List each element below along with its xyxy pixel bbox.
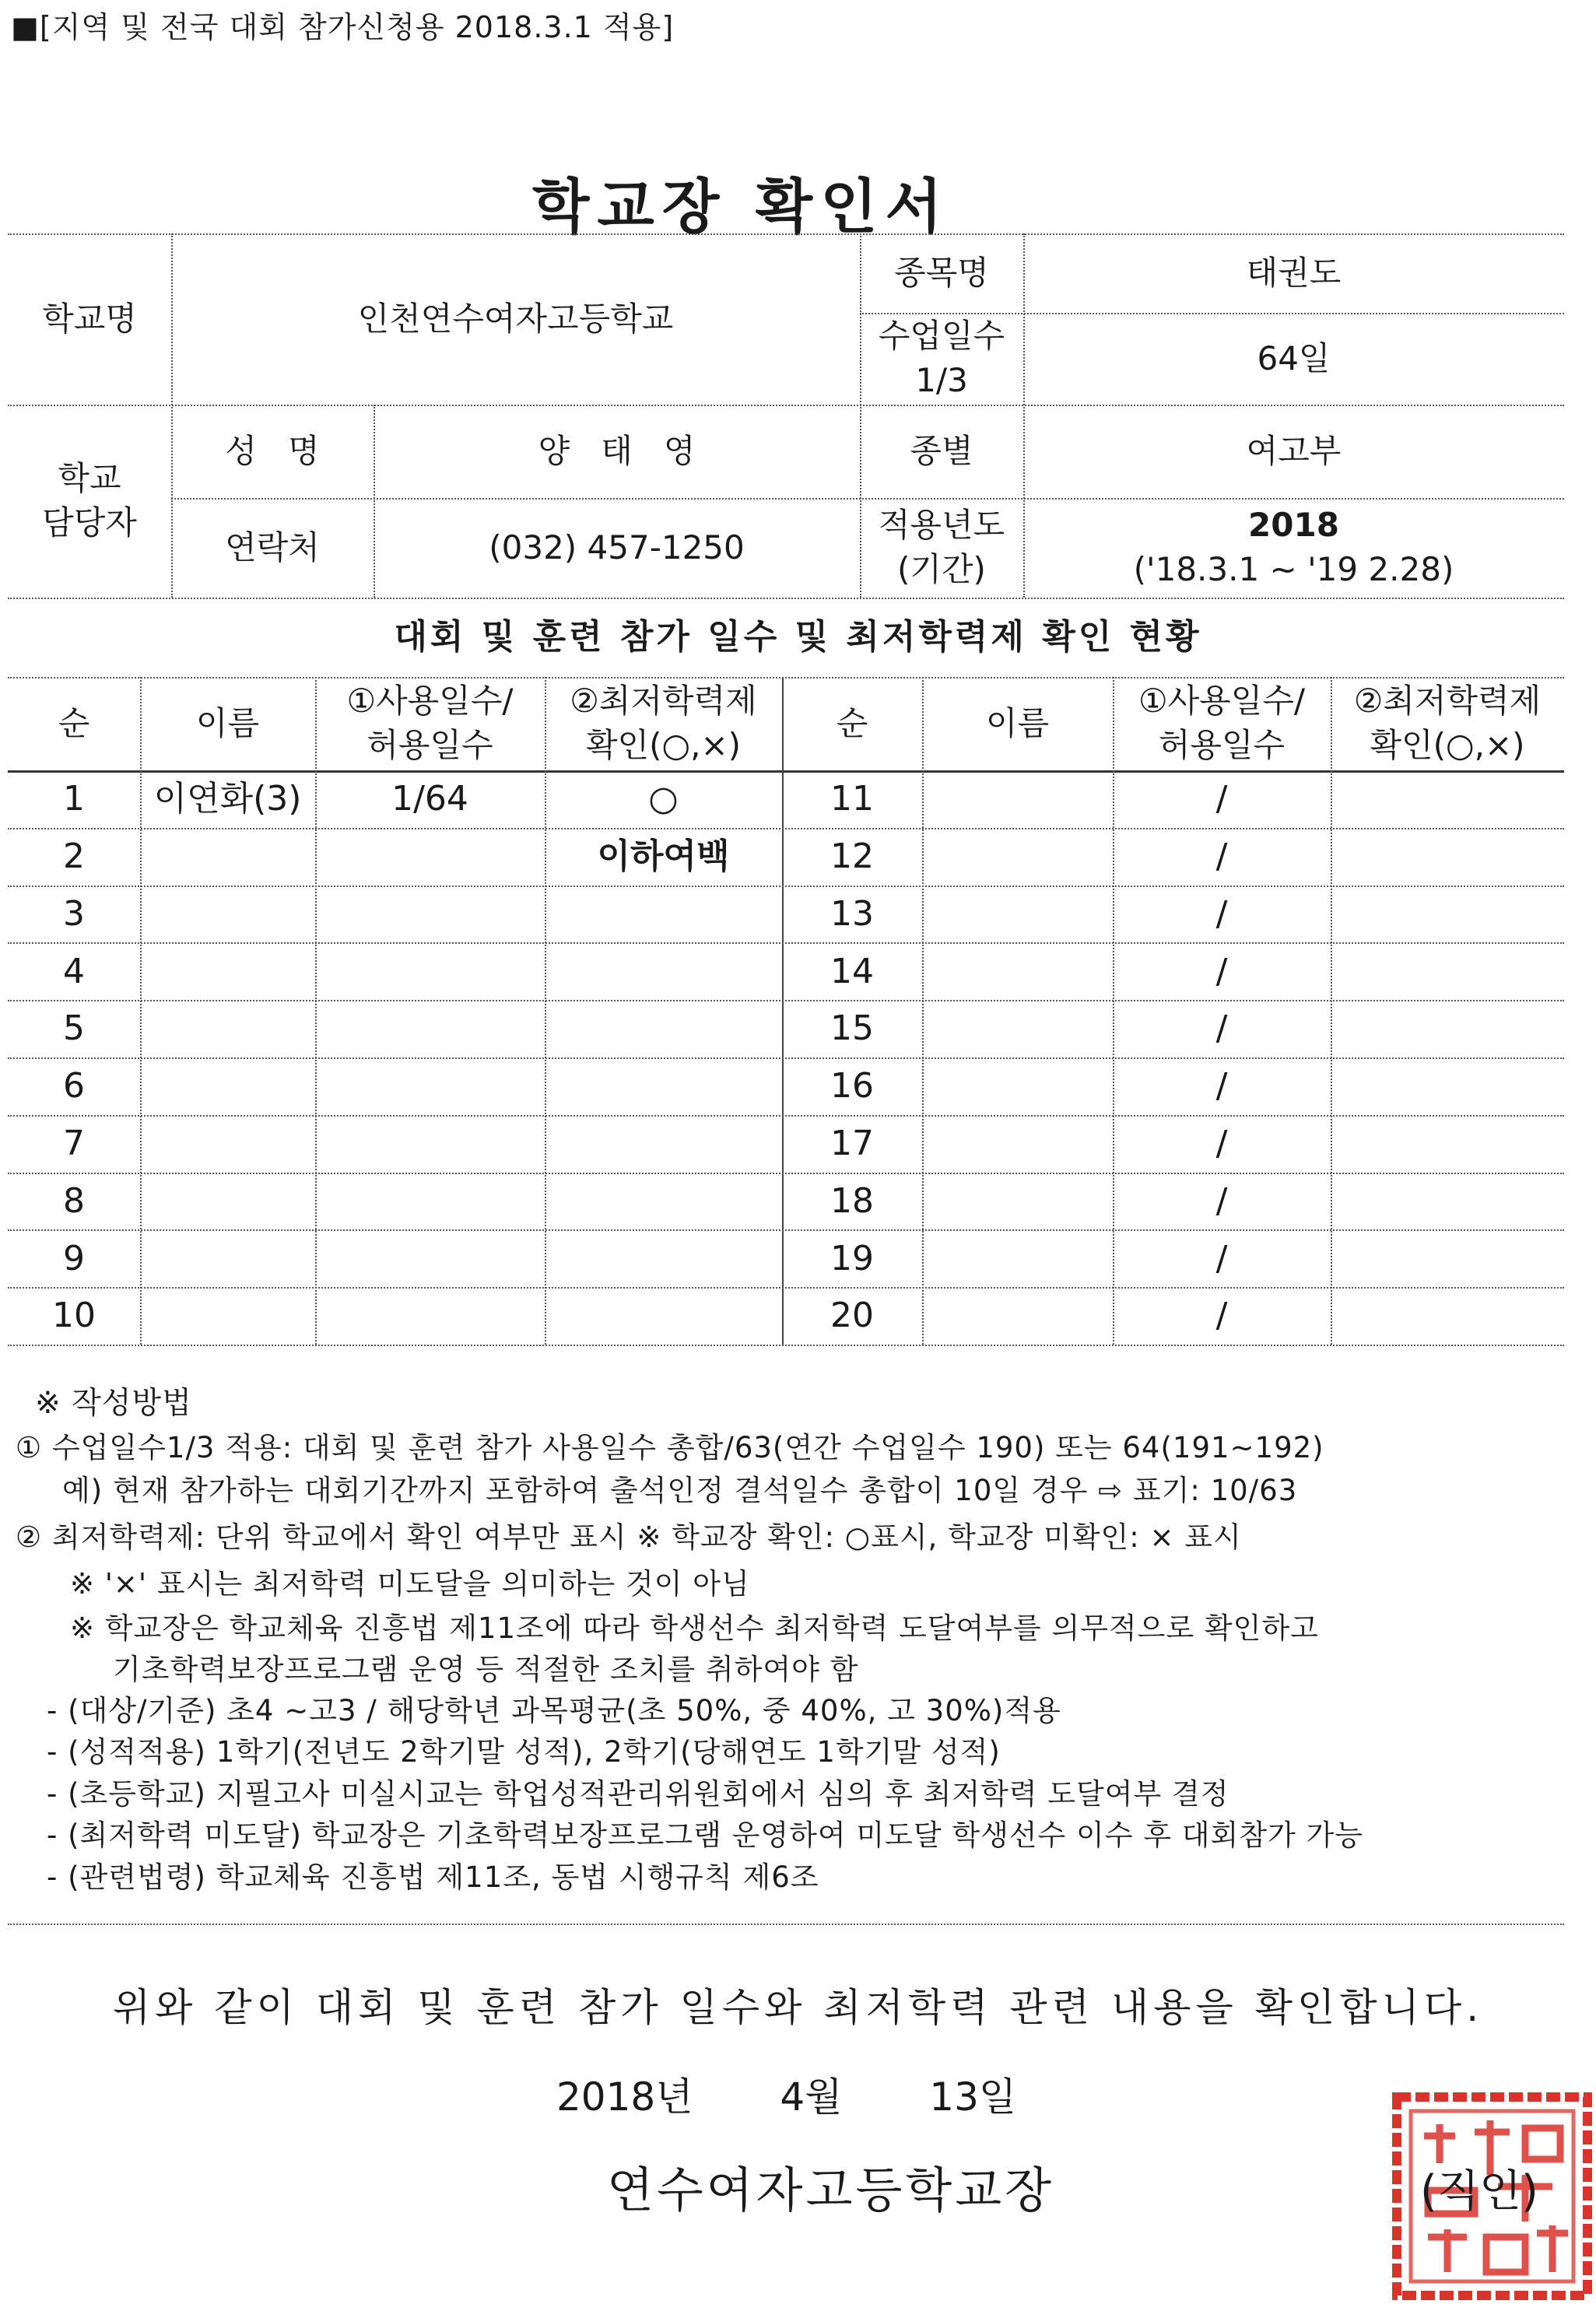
cell-check2 (1331, 942, 1564, 1000)
instruction-line: - (성적적용) 1학기(전년도 2학기말 성적), 2학기(당해연도 1학기말 성적) (47, 1735, 1001, 1769)
cell-name2 (922, 828, 1113, 885)
issue-day: 13일 (929, 2074, 1017, 2120)
cell-check (545, 885, 782, 943)
cell-check (545, 1000, 782, 1057)
cell-check (545, 942, 782, 1000)
contact-label: 연락처 (225, 528, 320, 566)
header-used-days-line1: ①사용일수/ (346, 682, 514, 721)
cell-name: 이연화(3) (153, 779, 302, 819)
cell-used (315, 942, 545, 1000)
cell-used2: / (1215, 1124, 1228, 1163)
instruction-line: ② 최저학력제: 단위 학교에서 확인 여부만 표시 ※ 학교장 확인: ○표시, 학교장 미확인: × 표시 (16, 1520, 1242, 1554)
cell-name2 (922, 942, 1113, 1000)
header-min-academic-2-line1: ②최저학력제 (1353, 682, 1542, 721)
cell-no: 4 (63, 951, 85, 991)
manager-label-line1: 학교 (58, 459, 121, 498)
cell-name2 (922, 1115, 1113, 1173)
event-label: 종목명 (894, 253, 989, 292)
instruction-line: ※ 학교장은 학교체육 진흥법 제11조에 따라 학생선수 최저학력 도달여부를 의무적으로 확인하고 (70, 1611, 1319, 1645)
cell-name (140, 885, 315, 943)
cell-check2 (1331, 1000, 1564, 1057)
cell-name2 (922, 770, 1113, 828)
cell-no2: 20 (830, 1296, 874, 1336)
cell-check2 (1331, 885, 1564, 943)
cell-used2: / (1215, 1238, 1228, 1278)
cell-used2: / (1215, 1180, 1228, 1221)
cell-check2 (1331, 1287, 1564, 1345)
cell-name (140, 828, 315, 885)
contact-value: (032) 457-1250 (489, 528, 745, 566)
cell-no: 1 (63, 779, 85, 819)
cell-no2: 11 (830, 779, 874, 819)
instruction-line: - (초등학교) 지필고사 미실시교는 학업성적관리위원회에서 심의 후 최저학력 도달여부 결정 (47, 1777, 1229, 1811)
cell-name (140, 1229, 315, 1287)
cell-no: 2 (63, 836, 85, 876)
declaration: 위와 같이 대회 및 훈련 참가 일수와 최저학력 관련 내용을 확인합니다. (112, 1985, 1484, 2030)
cell-used2: / (1215, 1066, 1228, 1106)
issue-year: 2018년 (556, 2074, 693, 2120)
cell-no2: 19 (830, 1238, 874, 1278)
header-min-academic-line1: ②최저학력제 (570, 682, 757, 721)
cell-check (545, 1287, 782, 1345)
cell-no2: 15 (830, 1008, 874, 1049)
header-name: 이름 (195, 703, 260, 742)
instruction-line: 예) 현재 참가하는 대회기간까지 포함하여 출석인정 결석일수 총합이 10일 경우 ⇨ 표기: 10/63 (62, 1474, 1298, 1507)
cell-used (315, 1229, 545, 1287)
school-name-value: 인천연수여자고등학교 (357, 299, 674, 338)
cell-name (140, 942, 315, 1000)
cell-check: 이하여백 (597, 836, 730, 876)
cell-used (315, 1173, 545, 1230)
instruction-line: - (대상/기준) 초4 ~고3 / 해당학년 과목평균(초 50%, 중 40%, 고 30%)적용 (47, 1694, 1061, 1727)
cell-name2 (922, 1057, 1113, 1115)
apply-year-label-line2: (기간) (897, 550, 986, 588)
division-value: 여고부 (1246, 431, 1342, 470)
cell-name (140, 1287, 315, 1345)
apply-year-label (860, 498, 1023, 598)
cell-used2: / (1215, 951, 1228, 991)
cell-name2 (922, 885, 1113, 943)
cell-check2 (1331, 1115, 1564, 1173)
header-min-academic-2 (1331, 677, 1564, 770)
cell-check2 (1331, 828, 1564, 885)
event-value: 태권도 (1246, 253, 1342, 292)
school-days-label (860, 313, 1023, 405)
cell-name2 (922, 1229, 1113, 1287)
cell-no: 10 (52, 1296, 96, 1336)
instructions-heading: ※ 작성방법 (35, 1386, 192, 1421)
form-version-note: ■[지역 및 전국 대회 참가신청용 2018.3.1 적용] (11, 10, 675, 44)
cell-check (545, 1173, 782, 1230)
cell-check2 (1331, 1173, 1564, 1230)
cell-used2: / (1215, 779, 1228, 819)
cell-no2: 18 (830, 1180, 874, 1221)
cell-check (545, 1057, 782, 1115)
cell-no2: 14 (830, 951, 874, 991)
status-subtitle: 대회 및 훈련 참가 일수 및 최저학력제 확인 현황 (394, 617, 1202, 657)
issue-month: 4월 (780, 2074, 843, 2120)
principal-name: 연수여자고등학교장 (607, 2162, 1055, 2218)
cell-no: 7 (63, 1124, 85, 1163)
cell-no2: 16 (830, 1066, 874, 1106)
instruction-line: - (최저학력 미도달) 학교장은 기초학력보장프로그램 운영하여 미도달 학생선수 이수 후 대회참가 가능 (47, 1818, 1364, 1852)
apply-year: 2018 (1248, 506, 1339, 545)
cell-no2: 17 (830, 1124, 874, 1163)
apply-year-label-line1: 적용년도 (878, 506, 1005, 545)
instruction-line: ※ '×' 표시는 최저학력 미도달을 의미하는 것이 아님 (70, 1567, 750, 1601)
header-no-2: 순 (836, 703, 868, 742)
manager-name-value: 양 태 영 (538, 431, 696, 470)
document-title: 학교장 확인서 (532, 172, 950, 241)
cell-check2 (1331, 770, 1564, 828)
header-name-2: 이름 (985, 703, 1050, 742)
cell-used2: / (1215, 1008, 1228, 1049)
seal-mark: (직인) (1420, 2166, 1538, 2217)
cell-name (140, 1057, 315, 1115)
cell-check (545, 1115, 782, 1173)
manager-label-line2: 담당자 (42, 503, 137, 542)
manager-name-label: 성 명 (225, 431, 320, 470)
cell-name2 (922, 1287, 1113, 1345)
cell-used (315, 885, 545, 943)
cell-name (140, 1000, 315, 1057)
cell-no: 6 (63, 1066, 85, 1106)
header-used-days-2-line1: ①사용일수/ (1138, 682, 1306, 721)
header-used-days-2-line2: 허용일수 (1158, 726, 1286, 764)
header-used-days-line2: 허용일수 (367, 726, 493, 764)
school-days-value: 64일 (1257, 338, 1331, 377)
cell-used (315, 1000, 545, 1057)
cell-used2: / (1215, 836, 1228, 876)
cell-name (140, 1115, 315, 1173)
cell-check2 (1331, 1057, 1564, 1115)
cell-used (315, 828, 545, 885)
cell-used2: / (1215, 893, 1228, 934)
apply-period: ('18.3.1 ~ '19 2.28) (1133, 550, 1454, 588)
header-used-days-2 (1113, 677, 1331, 770)
cell-used (315, 1057, 545, 1115)
cell-no: 8 (63, 1180, 85, 1221)
cell-check2 (1331, 1229, 1564, 1287)
school-days-label-line2: 1/3 (915, 361, 968, 399)
instruction-line: ① 수업일수1/3 적용: 대회 및 훈련 참가 사용일수 총합/63(연간 수업일수 190) 또는 64(191~192) (16, 1431, 1324, 1464)
header-min-academic-2-line2: 확인(○,×) (1370, 726, 1525, 764)
cell-used (315, 1115, 545, 1173)
cell-no: 3 (63, 893, 85, 934)
division-label: 종별 (910, 431, 973, 470)
cell-used: 1/64 (391, 779, 468, 819)
cell-check (545, 1229, 782, 1287)
cell-used (315, 1287, 545, 1345)
cell-name2 (922, 1000, 1113, 1057)
header-no: 순 (58, 703, 90, 742)
cell-no: 9 (63, 1238, 85, 1278)
manager-label (8, 405, 171, 598)
header-min-academic-line2: 확인(○,×) (585, 726, 742, 764)
cell-name (140, 1173, 315, 1230)
instruction-line: - (관련법령) 학교체육 진흥법 제11조, 동법 시행규칙 제6조 (47, 1860, 819, 1894)
header-min-academic (545, 677, 782, 770)
school-days-label-line1: 수업일수 (878, 317, 1005, 356)
cell-no2: 13 (830, 893, 874, 934)
header-used-days (315, 677, 545, 770)
cell-used2: / (1215, 1296, 1228, 1336)
issue-date (556, 2066, 1016, 2122)
divider (8, 1923, 1564, 1925)
cell-name2 (922, 1173, 1113, 1230)
school-name-label: 학교명 (42, 299, 137, 338)
cell-no: 5 (63, 1008, 85, 1049)
instruction-line: 기초학력보장프로그램 운영 등 적절한 조치를 취하여야 함 (113, 1653, 859, 1686)
cell-no2: 12 (830, 836, 874, 876)
apply-year-value (1023, 498, 1564, 598)
cell-check: ○ (648, 779, 679, 819)
